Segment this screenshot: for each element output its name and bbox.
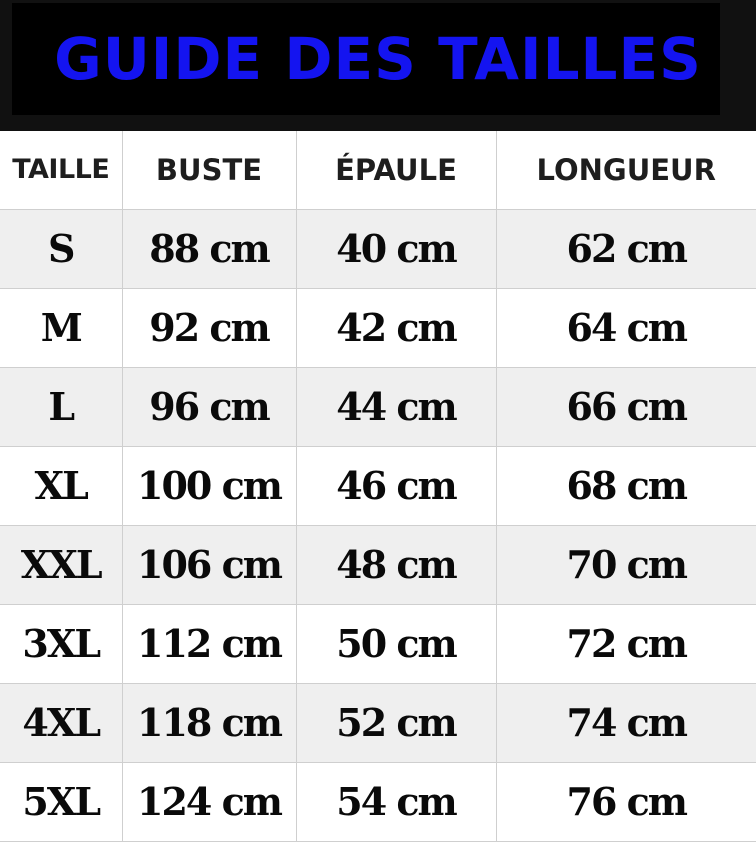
table-row (0, 604, 756, 683)
length-cell: 62 cm (496, 209, 756, 288)
shoulder-cell: 42 cm (296, 288, 496, 367)
size-cell: 3XL (0, 604, 122, 683)
length-cell: 70 cm (496, 525, 756, 604)
length-cell: 76 cm (496, 762, 756, 841)
length-cell: 74 cm (496, 683, 756, 762)
table-row (0, 446, 756, 525)
table-row (0, 762, 756, 841)
header-taille: TAILLE (0, 131, 122, 209)
bust-cell: 100 cm (122, 446, 296, 525)
length-cell: 64 cm (496, 288, 756, 367)
size-chart-table (0, 131, 756, 842)
table-row (0, 367, 756, 446)
shoulder-cell: 44 cm (296, 367, 496, 446)
size-cell: M (0, 288, 122, 367)
header-longueur: LONGUEUR (496, 131, 756, 209)
bust-cell: 96 cm (122, 367, 296, 446)
bust-cell: 88 cm (122, 209, 296, 288)
table-row (0, 525, 756, 604)
shoulder-cell: 46 cm (296, 446, 496, 525)
shoulder-cell: 50 cm (296, 604, 496, 683)
shoulder-cell: 48 cm (296, 525, 496, 604)
shoulder-cell: 54 cm (296, 762, 496, 841)
table-header-row (0, 131, 756, 209)
length-cell: 72 cm (496, 604, 756, 683)
shoulder-cell: 52 cm (296, 683, 496, 762)
length-cell: 68 cm (496, 446, 756, 525)
page-title: GUIDE DES TAILLES (54, 25, 702, 93)
size-cell: XL (0, 446, 122, 525)
title-banner (0, 0, 756, 131)
size-cell: S (0, 209, 122, 288)
header-epaule: ÉPAULE (296, 131, 496, 209)
bust-cell: 112 cm (122, 604, 296, 683)
bust-cell: 106 cm (122, 525, 296, 604)
size-cell: XXL (0, 525, 122, 604)
bust-cell: 124 cm (122, 762, 296, 841)
size-cell: 5XL (0, 762, 122, 841)
header-buste: BUSTE (122, 131, 296, 209)
bust-cell: 118 cm (122, 683, 296, 762)
bust-cell: 92 cm (122, 288, 296, 367)
table-row (0, 683, 756, 762)
table-row (0, 288, 756, 367)
length-cell: 66 cm (496, 367, 756, 446)
size-cell: L (0, 367, 122, 446)
shoulder-cell: 40 cm (296, 209, 496, 288)
size-cell: 4XL (0, 683, 122, 762)
table-row (0, 209, 756, 288)
